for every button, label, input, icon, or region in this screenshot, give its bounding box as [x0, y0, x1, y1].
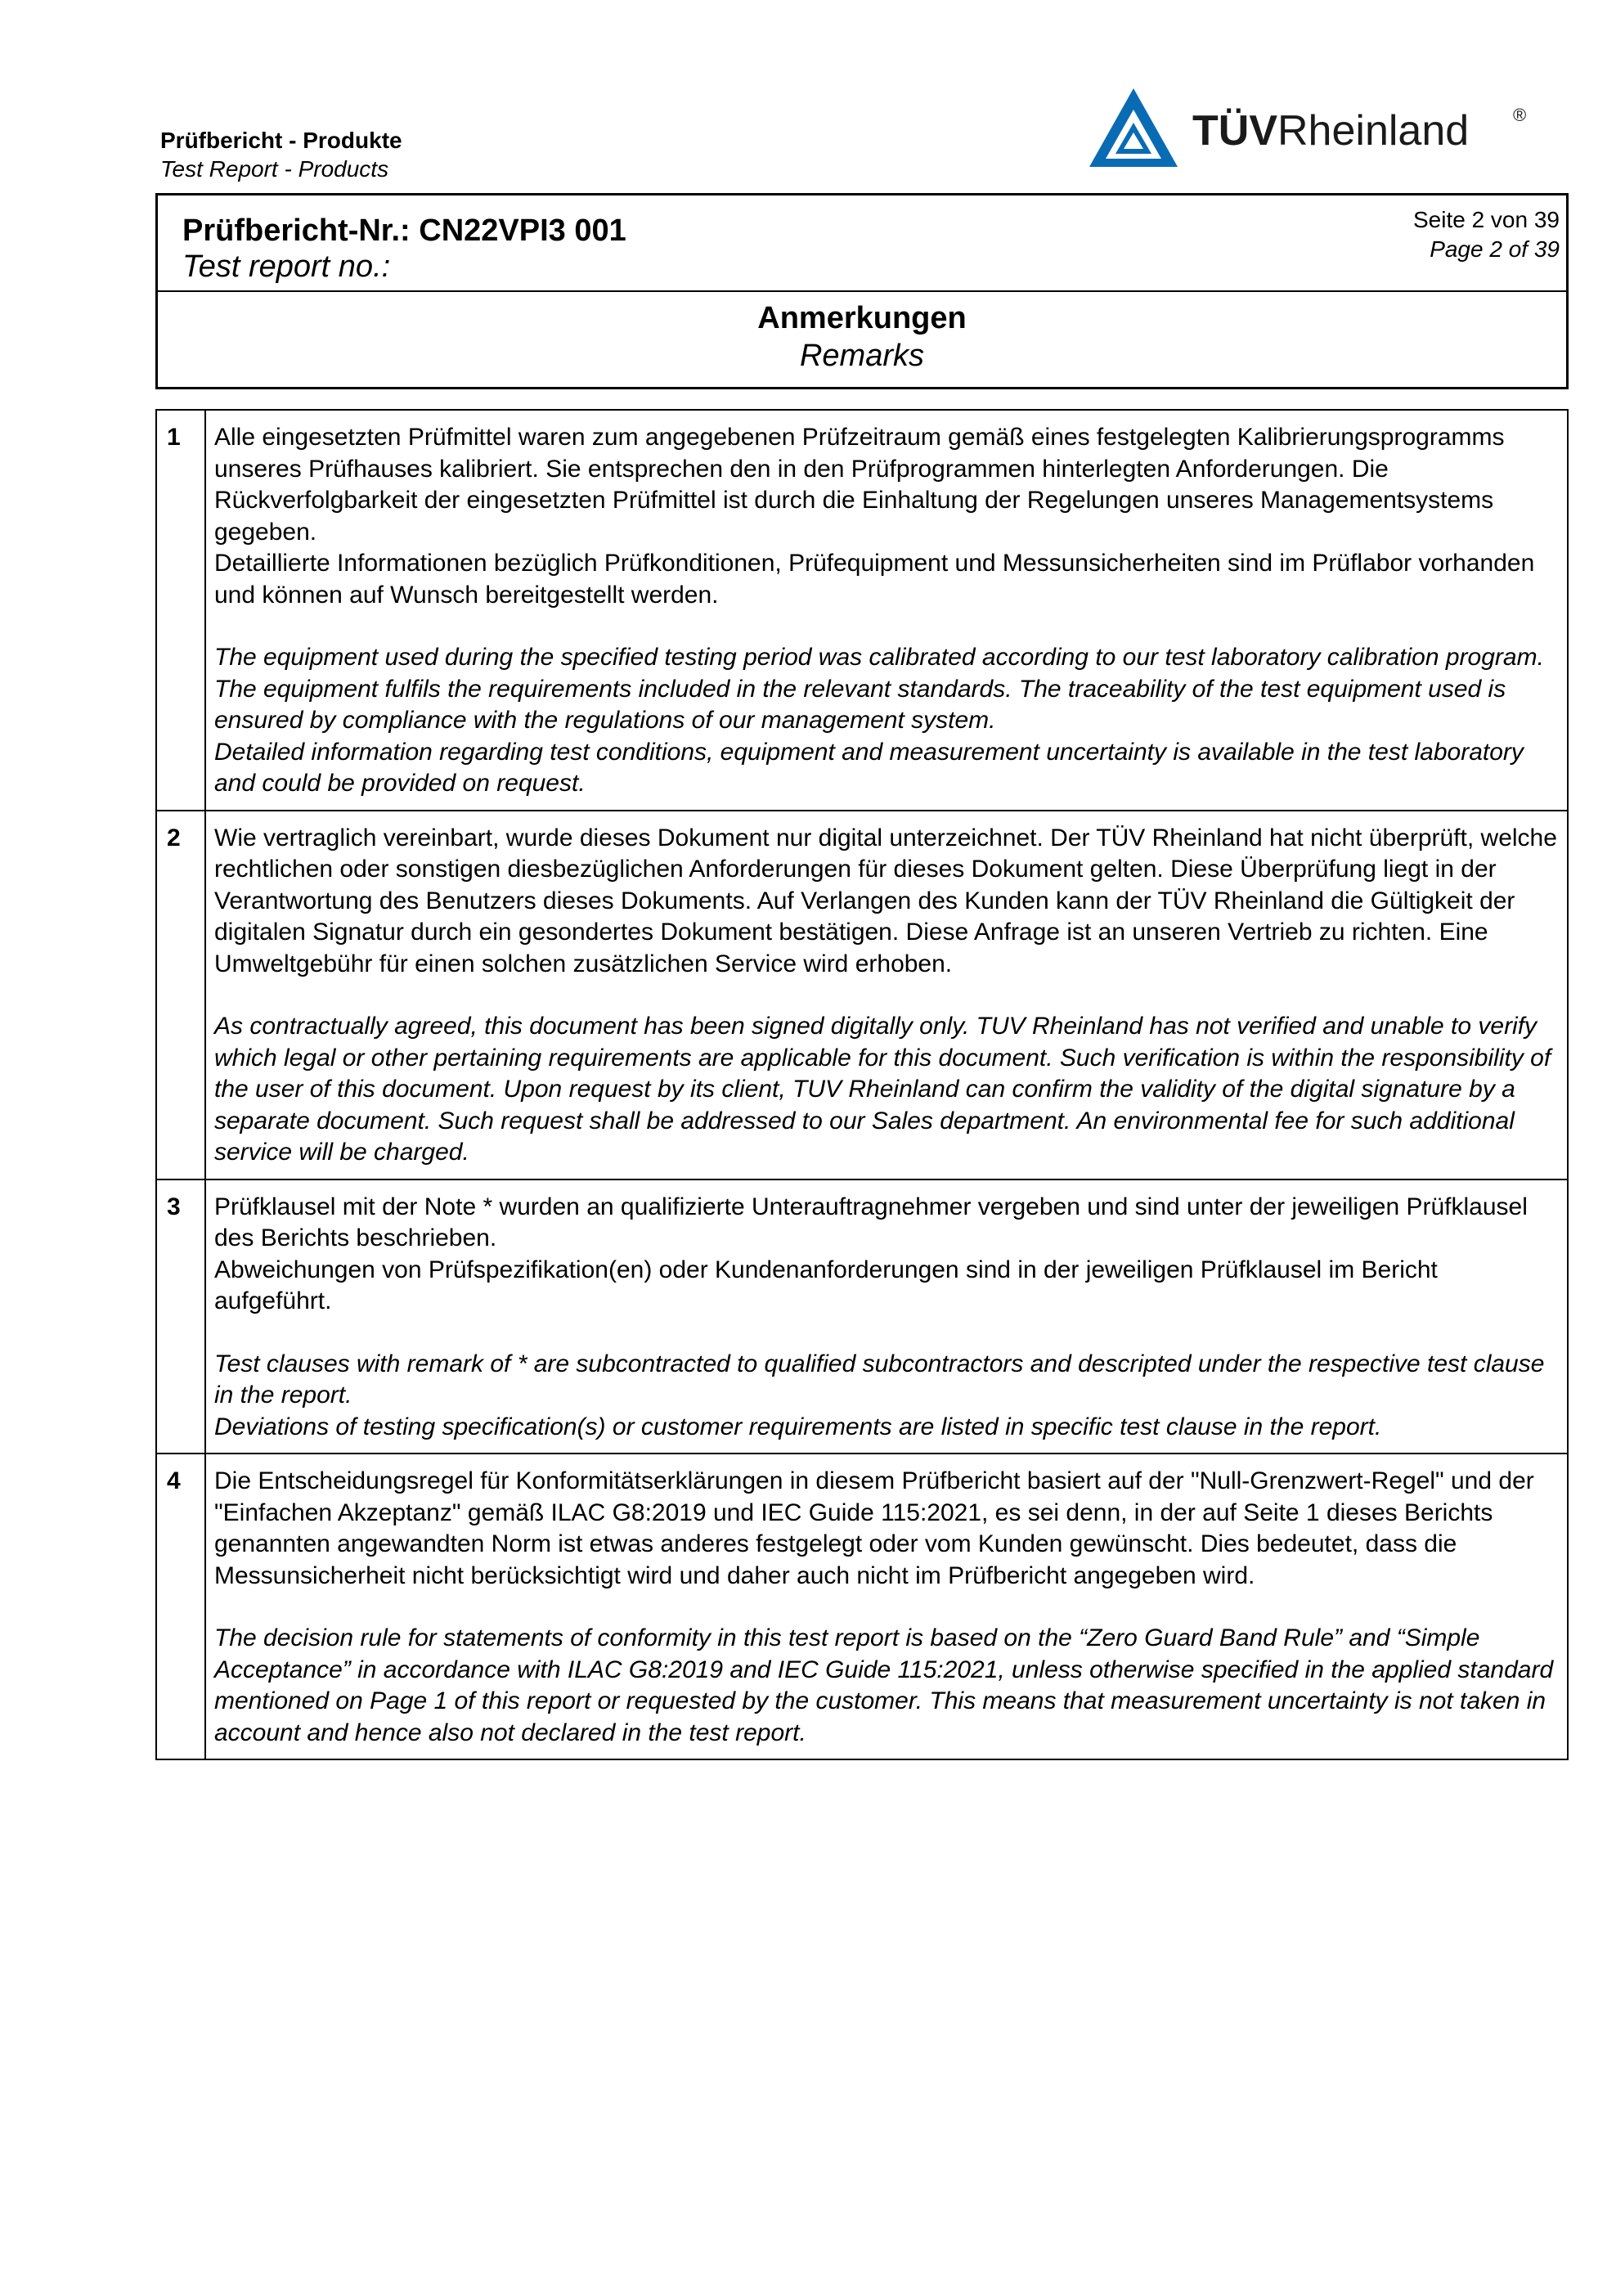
- remark-text: [205, 1454, 1568, 1759]
- tuv-rheinland-logo: [1086, 85, 1544, 175]
- remark-row: [156, 811, 1568, 1179]
- remark-text-en: As contractually agreed, this document has been signed digitally only. TUV Rheinland has not verified and unable to verify which legal or other pertaining requirements are applicable for this document. Such verification is within the responsibility of the user of this document. Upon request by its client, TUV Rheinland can confirm the validity of the digital signature by a separate document. Such request shall be addressed to our Sales department. An environmental fee for such additional service will be charged.: [214, 1013, 1551, 1166]
- section-title-en: Remarks: [799, 338, 925, 373]
- page-indicator-en: Page 2 of 39: [1430, 236, 1560, 263]
- category-title-de: Prüfbericht - Produkte: [160, 128, 402, 153]
- remark-text: [205, 811, 1568, 1179]
- remark-row: [156, 410, 1568, 811]
- triangle-logo-icon: [1086, 85, 1181, 170]
- logo-wordmark-regular: Rheinland: [1277, 107, 1470, 155]
- report-header-box: [155, 193, 1569, 389]
- remark-text: [205, 1179, 1568, 1454]
- remark-text-en: Test clauses with remark of * are subcontracted to qualified subcontractors and descripted under the respective test clause in the report. Deviations of testing specification(s) or customer requirements are listed in specific test clause in the report.: [214, 1350, 1545, 1440]
- remark-number: 4: [156, 1454, 205, 1759]
- logo-wordmark-bold: TÜV: [1192, 107, 1277, 155]
- remark-text: [205, 410, 1568, 811]
- remark-number: 3: [156, 1179, 205, 1454]
- remark-text-de: Die Entscheidungsregel für Konformitätserklärungen in diesem Prüfbericht basiert auf der "Null-Grenzwert-Regel" und der "Einfachen Akzeptanz" gemäß ILAC G8:2019 und IEC Guide 115:2021, es sei denn, in der auf Seite 1 dieses Berichts genannten angewandten Norm ist etwas anderes festgelegt oder vom Kunden gewünscht. Dies bedeutet, dass die Messunsicherheit nicht berücksichtigt wird und daher auch nicht im Prüfbericht angegeben wird.: [214, 1467, 1534, 1589]
- report-header-row: [158, 195, 1566, 292]
- logo-wordmark: [1192, 107, 1470, 155]
- remark-text-de: Wie vertraglich vereinbart, wurde dieses Dokument nur digital unterzeichnet. Der TÜV Rheinland hat nicht überprüft, welche rechtlichen oder sonstigen diesbezüglichen Anforderungen für dieses Dokument gelten. Diese Überprüfung liegt in der Verantwortung des Benutzers dieses Dokuments. Auf Verlangen des Kunden kann der TÜV Rheinland die Gültigkeit der digitalen Signatur durch ein gesondertes Dokument bestätigen. Diese Anfrage ist an unseren Vertrieb zu richten. Eine Umweltgebühr für einen solchen zusätzlichen Service wird erhoben.: [214, 824, 1557, 977]
- remark-text-de: Alle eingesetzten Prüfmittel waren zum angegebenen Prüfzeitraum gemäß eines festgelegten Kalibrierungsprogramms unseres Prüfhauses kalibriert. Sie entsprechen den in den Prüfprogrammen hinterlegten Anforderungen. Die Rückverfolgbarkeit der eingesetzten Prüfmittel ist durch die Einhaltung der Regelungen unseres Managementsystems gegeben. Detaillierte Informationen bezüglich Prüfkonditionen, Prüfequipment und Messunsicherheiten sind im Prüflabor vorhanden und können auf Wunsch bereitgestellt werden.: [214, 424, 1535, 609]
- page-indicator-de: Seite 2 von 39: [1412, 207, 1560, 232]
- document-category: [160, 126, 402, 183]
- page-indicator: [1413, 205, 1560, 265]
- remark-number: 2: [156, 811, 205, 1179]
- category-title-en: Test Report - Products: [160, 156, 389, 182]
- remark-number: 1: [156, 410, 205, 811]
- report-number-de: Prüfbericht-Nr.: CN22VPI3 001: [182, 213, 626, 248]
- remark-text-en: The equipment used during the specified testing period was calibrated according to our test laboratory calibration program. The equipment fulfils the requirements included in the relevant standards. The traceability of the test equipment used is ensured by compliance with the regulations of our management system. Detailed information regarding test conditions, equipment and measurement uncertainty is available in the test laboratory and could be provided on request.: [214, 644, 1544, 797]
- section-title-de: Anmerkungen: [757, 301, 967, 335]
- report-number: [182, 213, 626, 285]
- remark-text-de: Prüfklausel mit der Note * wurden an qualifizierte Unterauftragnehmer vergeben und sind unter der jeweiligen Prüfklausel des Berichts beschrieben. Abweichungen von Prüfspezifikation(en) oder Kundenanforderungen sind in der jeweiligen Prüfklausel im Bericht aufgeführt.: [214, 1193, 1528, 1314]
- report-number-en: Test report no.:: [182, 249, 391, 284]
- remarks-table: [155, 409, 1569, 1760]
- remark-row: [156, 1454, 1568, 1759]
- registered-mark: ®: [1513, 105, 1527, 125]
- remark-row: [156, 1179, 1568, 1454]
- section-title: [158, 300, 1566, 375]
- remark-text-en: The decision rule for statements of conformity in this test report is based on the “Zero Guard Band Rule” and “Simple Acceptance” in accordance with ILAC G8:2019 and IEC Guide 115:2021, unless otherwise specified in the applied standard mentioned on Page 1 of this report or requested by the customer. This means that measurement uncertainty is not taken in account and hence also not declared in the test report.: [214, 1624, 1554, 1746]
